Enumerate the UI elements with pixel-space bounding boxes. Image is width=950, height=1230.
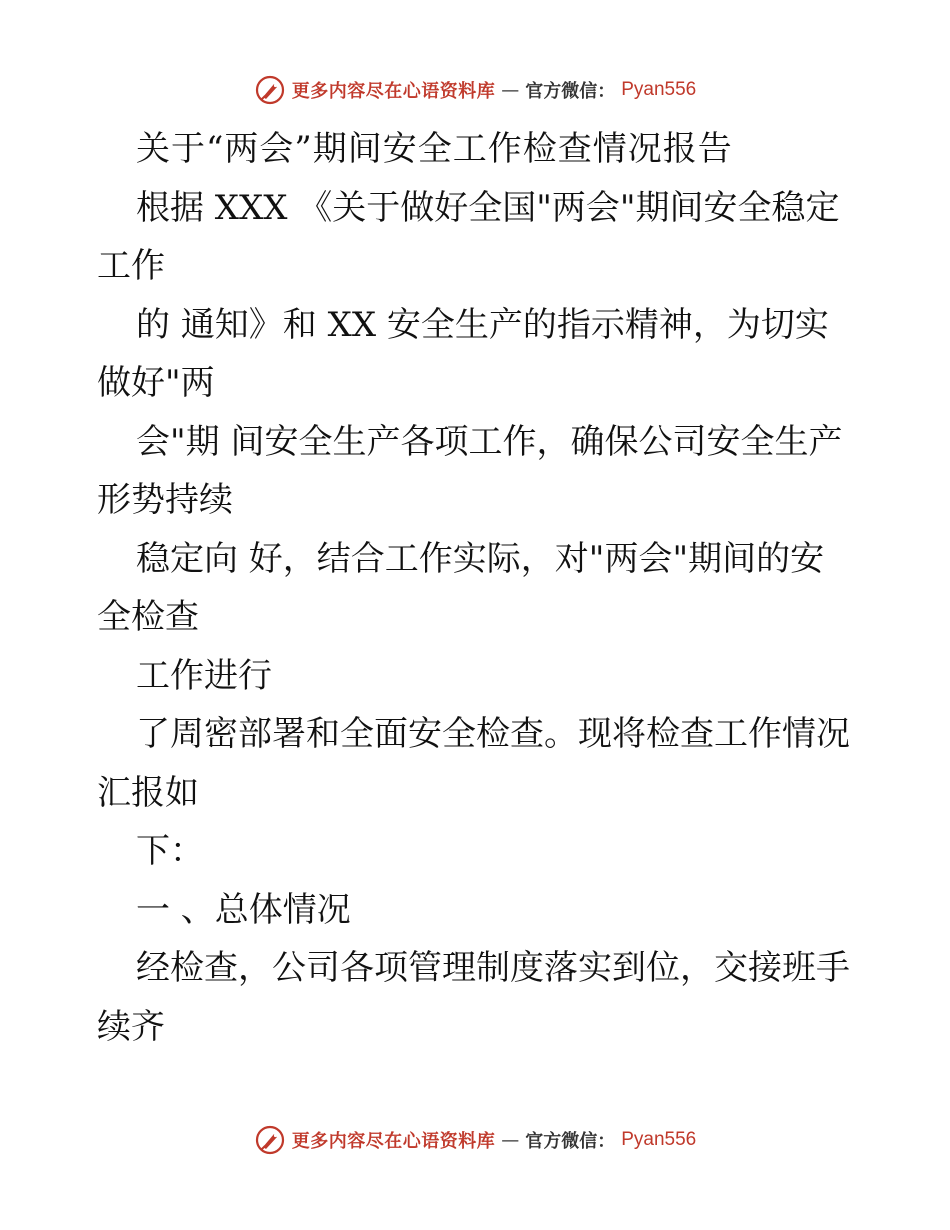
watermark-separator: — — [501, 79, 520, 101]
watermark-wechat-label: 官方微信： — [525, 1131, 616, 1152]
body-line: 会"期 间安全生产各项工作，确保公司安全生产 — [136, 421, 843, 462]
pen-nib-icon — [254, 74, 286, 106]
watermark-banner-top — [0, 70, 950, 110]
body-line: 稳定向 好，结合工作实际，对"两会"期间的安 — [136, 538, 825, 579]
body-line: 根据 XXX 《关于做好全国"两会"期间安全稳定 — [136, 187, 840, 228]
body-line: 形势持续 — [97, 480, 233, 520]
document-title: 关于“两会”期间安全工作检查情况报告 — [136, 129, 733, 169]
watermark-banner-bottom — [0, 1120, 950, 1160]
body-line: 的 通知》和 XX 安全生产的指示精神，为切实 — [136, 304, 829, 345]
body-line: 了周密部署和全面安全检查。现将检查工作情况 — [136, 714, 850, 754]
document-body — [97, 120, 867, 1056]
watermark-wechat-id: Pyan556 — [621, 1129, 697, 1150]
body-line: 工作 — [97, 246, 165, 286]
body-line: 全检查 — [97, 597, 199, 637]
body-line: 续齐 — [97, 1006, 165, 1047]
body-line: 工作进行 — [136, 655, 272, 696]
watermark-wechat-label: 官方微信： — [525, 81, 616, 102]
pen-nib-icon — [254, 1124, 286, 1156]
body-line: 经检查，公司各项管理制度落实到位，交接班手 — [136, 948, 850, 988]
section-heading: 一 、总体情况 — [136, 889, 351, 930]
body-line: 汇报如 — [97, 772, 199, 813]
body-line: 下： — [136, 831, 204, 871]
watermark-site-text: 更多内容尽在心语资料库 — [291, 81, 496, 102]
watermark-wechat-id: Pyan556 — [621, 79, 697, 100]
body-line: 做好"两 — [97, 363, 215, 403]
watermark-separator: — — [501, 1129, 520, 1151]
watermark-site-text: 更多内容尽在心语资料库 — [291, 1131, 496, 1152]
